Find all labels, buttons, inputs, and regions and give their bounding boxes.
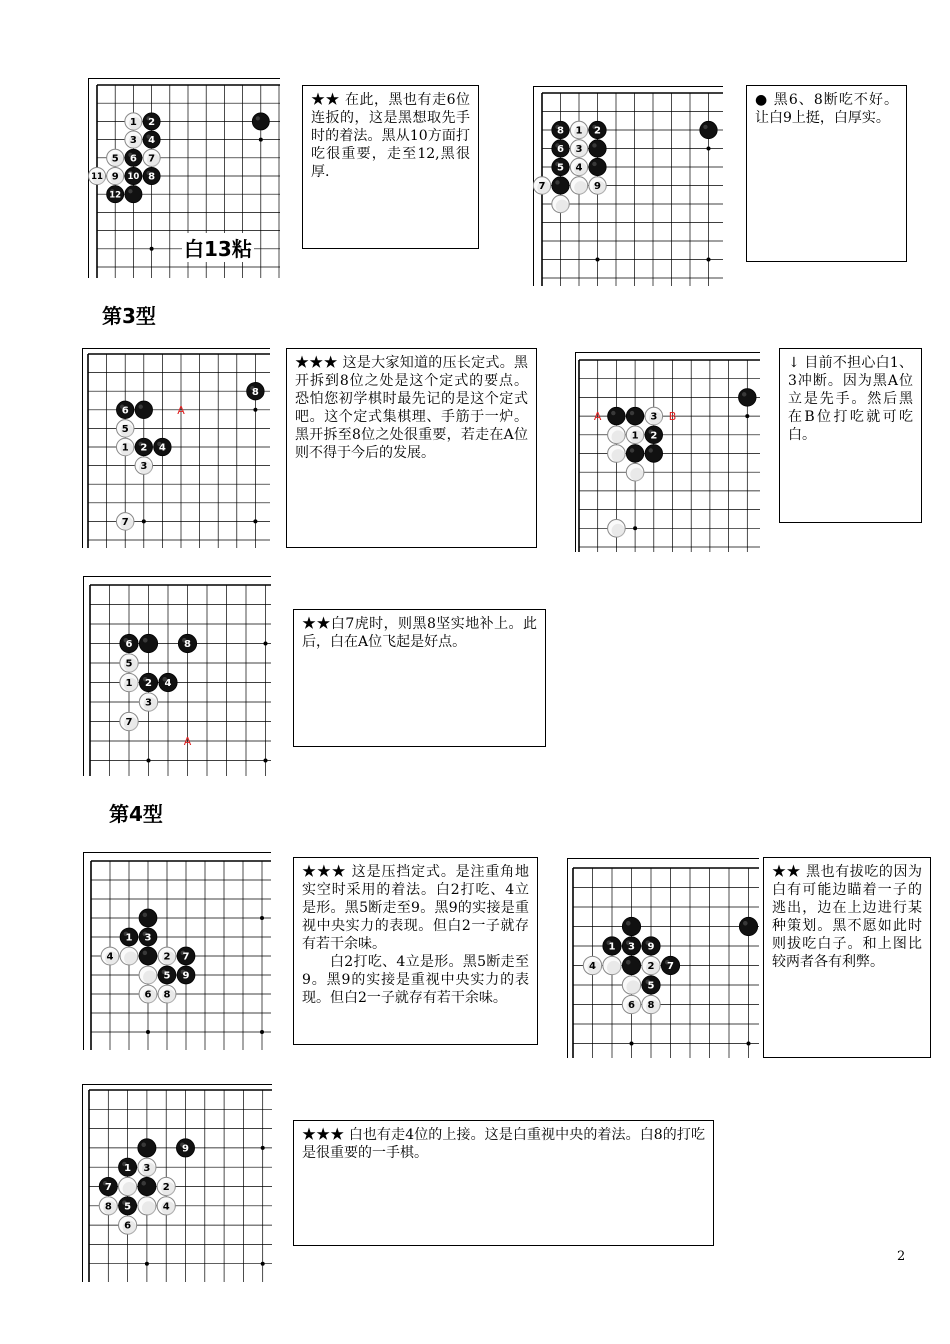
star-point	[145, 1262, 149, 1266]
white-stone	[119, 1177, 137, 1195]
svg-text:8: 8	[557, 125, 564, 137]
diagram-caption: 白13粘	[182, 233, 254, 262]
svg-text:2: 2	[162, 1182, 170, 1194]
commentary-box-2	[746, 85, 907, 262]
black-stone	[120, 634, 138, 652]
white-stone	[157, 1177, 175, 1195]
svg-text:1: 1	[631, 430, 639, 442]
white-stone	[107, 167, 124, 184]
white-stone	[88, 167, 105, 184]
svg-text:7: 7	[121, 517, 129, 528]
svg-text:3: 3	[145, 697, 152, 709]
go-diagram-4	[575, 352, 760, 552]
svg-text:9: 9	[594, 181, 601, 193]
black-stone	[177, 947, 195, 965]
star-point	[253, 408, 257, 412]
black-stone	[138, 1177, 156, 1195]
black-stone	[603, 937, 621, 955]
black-stone	[139, 673, 157, 691]
svg-text:5: 5	[163, 970, 171, 982]
svg-text:8: 8	[163, 989, 171, 1001]
black-stone	[107, 186, 124, 203]
black-stone	[622, 956, 640, 974]
white-stone	[608, 445, 626, 463]
star-point	[596, 258, 600, 262]
white-stone	[642, 995, 660, 1013]
svg-text:7: 7	[125, 717, 133, 729]
star-point	[150, 247, 154, 251]
white-stone	[116, 513, 133, 530]
svg-text:6: 6	[144, 989, 152, 1001]
white-stone	[608, 520, 626, 538]
black-stone	[589, 140, 606, 157]
svg-text:7: 7	[538, 181, 546, 193]
black-stone	[139, 947, 157, 965]
svg-text:2: 2	[145, 678, 152, 690]
star-point	[707, 258, 711, 262]
black-stone	[99, 1177, 117, 1195]
white-stone	[570, 177, 587, 194]
commentary-text: ★★★ 这是压挡定式。是注重角地实空时采用的着法。白2打吃、4立是形。黑5断走至9。黑9的实接是重视中央实力的表现。但白2一子就存有若干余味。	[302, 864, 529, 952]
white-stone	[101, 947, 119, 965]
svg-text:3: 3	[129, 135, 137, 147]
star-point	[264, 759, 268, 763]
white-stone	[570, 140, 587, 157]
svg-text:7: 7	[667, 961, 674, 973]
board-grid	[90, 585, 271, 776]
svg-text:7: 7	[104, 1182, 112, 1194]
black-stone	[116, 401, 133, 418]
black-stone	[645, 426, 663, 444]
white-stone	[570, 158, 587, 175]
black-stone	[608, 407, 626, 425]
svg-text:6: 6	[628, 1000, 635, 1012]
black-stone	[700, 121, 717, 138]
white-stone	[608, 426, 626, 444]
black-stone	[159, 673, 177, 691]
svg-text:3: 3	[140, 461, 148, 473]
star-point	[142, 519, 146, 523]
svg-text:7: 7	[182, 951, 190, 963]
white-stone	[645, 407, 663, 425]
white-stone	[642, 956, 660, 974]
commentary-box-5	[293, 609, 546, 747]
white-stone	[125, 131, 142, 148]
svg-text:4: 4	[106, 951, 114, 963]
white-stone	[622, 976, 640, 994]
point-marker: A	[593, 410, 602, 424]
commentary-box-6	[293, 857, 538, 1045]
star-point	[259, 138, 263, 142]
white-stone	[119, 1216, 137, 1234]
svg-text:2: 2	[140, 442, 148, 454]
white-stone	[138, 1158, 156, 1176]
svg-text:4: 4	[162, 1201, 170, 1213]
go-diagram-3	[82, 348, 270, 548]
white-stone	[626, 463, 644, 481]
svg-text:5: 5	[125, 658, 133, 670]
star-point	[146, 1030, 150, 1034]
go-diagram-5	[83, 576, 271, 776]
svg-text:4: 4	[158, 442, 166, 454]
board-grid	[542, 93, 723, 286]
commentary-text: ● 黑6、8断吃不好。让白9上挺，白厚实。	[755, 92, 898, 126]
white-stone	[603, 956, 621, 974]
white-stone	[552, 195, 569, 212]
svg-text:1: 1	[129, 117, 137, 128]
svg-text:9: 9	[182, 1143, 189, 1155]
svg-text:3: 3	[143, 1162, 151, 1174]
svg-text:2: 2	[163, 951, 171, 963]
white-stone	[583, 956, 601, 974]
svg-text:5: 5	[121, 424, 129, 435]
black-stone	[252, 113, 269, 130]
commentary-box-3	[286, 348, 537, 548]
black-stone	[154, 438, 171, 455]
svg-text:6: 6	[124, 1220, 132, 1232]
svg-text:4: 4	[575, 162, 583, 174]
black-stone	[143, 113, 160, 130]
black-stone	[642, 976, 660, 994]
star-point	[253, 519, 257, 523]
black-stone	[125, 167, 142, 184]
black-stone	[622, 917, 640, 935]
svg-text:10: 10	[127, 172, 140, 183]
point-marker: A	[183, 735, 192, 748]
commentary-text: ★★白7虎时，则黑8坚实地补上。此后，白在A位飞起是好点。	[302, 616, 537, 650]
svg-text:11: 11	[91, 172, 103, 183]
black-stone	[552, 140, 569, 157]
svg-text:12: 12	[109, 190, 122, 201]
black-stone	[143, 131, 160, 148]
white-stone	[120, 947, 138, 965]
white-stone	[116, 438, 133, 455]
black-stone	[177, 966, 195, 984]
star-point	[747, 1042, 751, 1046]
black-stone	[642, 937, 660, 955]
star-point	[630, 1042, 634, 1046]
white-stone	[139, 693, 157, 711]
black-stone	[176, 1139, 194, 1157]
star-point	[147, 759, 151, 763]
svg-text:2: 2	[594, 125, 601, 137]
svg-text:6: 6	[125, 639, 133, 651]
white-stone	[99, 1197, 117, 1215]
star-point	[260, 916, 264, 920]
star-point	[260, 1030, 264, 1034]
commentary-text: ★★ 在此，黑也有走6位连扳的，这是黑想取先手时的着法。黑从10方面打吃很重要，走至12,黑很厚.	[311, 92, 470, 180]
black-stone	[739, 389, 757, 407]
svg-text:8: 8	[251, 386, 259, 398]
white-stone	[107, 149, 124, 166]
white-stone	[533, 177, 550, 194]
white-stone	[135, 457, 152, 474]
go-diagram-8	[82, 1084, 272, 1282]
svg-text:1: 1	[121, 442, 129, 454]
point-marker: A	[177, 403, 185, 417]
svg-text:3: 3	[144, 932, 152, 944]
black-stone	[661, 956, 679, 974]
black-stone	[125, 149, 142, 166]
white-stone	[116, 420, 133, 437]
black-stone	[552, 121, 569, 138]
svg-text:3: 3	[650, 411, 658, 423]
svg-text:4: 4	[164, 678, 172, 690]
svg-text:2: 2	[148, 117, 156, 128]
svg-text:2: 2	[647, 961, 655, 973]
white-stone	[138, 1197, 156, 1215]
black-stone	[158, 966, 176, 984]
black-stone	[178, 634, 196, 652]
black-stone	[139, 928, 157, 946]
commentary-text: ★★★ 这是大家知道的压长定式。黑开拆到8位之处是这个定式的要点。 恐怕您初学棋时最先记的是这个定式吧。这个定式集棋理、手筋于一炉。黑开拆至8位之处很重要，若走在A位则不得于今后的发展。	[295, 355, 528, 461]
board-grid	[88, 354, 270, 548]
black-stone	[739, 917, 757, 935]
star-point	[707, 147, 711, 151]
section-heading-type4: 第4型	[109, 802, 163, 826]
svg-text:7: 7	[148, 153, 156, 165]
black-stone	[247, 382, 264, 399]
white-stone	[626, 426, 644, 444]
black-stone	[645, 445, 663, 463]
black-stone	[135, 438, 152, 455]
svg-text:4: 4	[589, 961, 596, 973]
commentary-box-8	[293, 1120, 714, 1246]
svg-text:1: 1	[125, 932, 133, 944]
svg-text:8: 8	[184, 639, 191, 651]
svg-text:4: 4	[148, 135, 156, 147]
point-marker: B	[668, 410, 677, 424]
white-stone	[120, 673, 138, 691]
black-stone	[135, 401, 152, 418]
svg-text:1: 1	[608, 941, 616, 953]
white-stone	[120, 712, 138, 730]
svg-text:3: 3	[575, 144, 583, 156]
white-stone	[143, 149, 160, 166]
white-stone	[158, 947, 176, 965]
commentary-box-7	[763, 857, 931, 1058]
black-stone	[143, 167, 160, 184]
board-grid	[579, 360, 760, 552]
svg-text:2: 2	[650, 430, 658, 442]
white-stone	[158, 985, 176, 1003]
black-stone	[120, 928, 138, 946]
svg-text:1: 1	[125, 678, 133, 690]
black-stone	[125, 186, 142, 203]
commentary-text: ↓ 目前不担心白1、3冲断。因为黑A位立是先手。然后黑在B位打吃就可吃白。	[788, 355, 913, 443]
black-stone	[552, 158, 569, 175]
svg-text:3: 3	[628, 941, 635, 953]
star-point	[264, 642, 268, 646]
svg-text:5: 5	[647, 980, 655, 992]
white-stone	[139, 985, 157, 1003]
black-stone	[552, 177, 569, 194]
star-point	[261, 1146, 265, 1150]
go-diagram-2	[533, 86, 723, 286]
star-point	[745, 414, 749, 418]
svg-text:1: 1	[575, 125, 583, 137]
black-stone	[139, 634, 157, 652]
svg-text:8: 8	[104, 1201, 112, 1213]
svg-text:6: 6	[557, 144, 564, 156]
svg-text:1: 1	[124, 1162, 132, 1174]
star-point	[261, 1262, 265, 1266]
black-stone	[622, 937, 640, 955]
svg-text:9: 9	[647, 941, 655, 953]
white-stone	[157, 1197, 175, 1215]
white-stone	[622, 995, 640, 1013]
svg-text:6: 6	[121, 405, 129, 417]
svg-text:6: 6	[129, 153, 137, 165]
white-stone	[139, 966, 157, 984]
go-diagram-7	[567, 858, 759, 1058]
star-point	[633, 526, 637, 530]
white-stone	[589, 177, 606, 194]
svg-text:5: 5	[111, 153, 119, 165]
white-stone	[125, 113, 142, 130]
section-heading-type3: 第3型	[102, 304, 156, 328]
white-stone	[570, 121, 587, 138]
black-stone	[626, 445, 644, 463]
commentary-text: ★★★ 白也有走4位的上接。这是白重视中央的着法。白8的打吃是很重要的一手棋。	[302, 1127, 705, 1161]
svg-text:9: 9	[111, 171, 119, 183]
black-stone	[139, 909, 157, 927]
white-stone	[120, 654, 138, 672]
commentary-box-4	[779, 348, 922, 523]
svg-text:5: 5	[124, 1201, 132, 1213]
black-stone	[119, 1197, 137, 1215]
black-stone	[589, 121, 606, 138]
page-number: 2	[897, 1249, 906, 1264]
commentary-text: ★★ 黑也有拔吃的因为白有可能边瞄着一子的逃出，边在上边进行某种策划。黑不愿如此时则拔吃白子。和上图比较两者各有利弊。	[772, 864, 922, 970]
black-stone	[626, 407, 644, 425]
svg-text:8: 8	[647, 1000, 655, 1012]
go-diagram-6	[83, 852, 271, 1050]
svg-text:9: 9	[182, 970, 190, 982]
black-stone	[119, 1158, 137, 1176]
svg-text:5: 5	[557, 162, 564, 174]
black-stone	[589, 158, 606, 175]
commentary-text: 白2打吃、4立是形。黑5断走至9。黑9的实接是重视中央实力的表现。但白2一子就存有若干余味。	[302, 954, 529, 1006]
svg-text:8: 8	[148, 171, 156, 183]
commentary-box-1	[302, 85, 479, 249]
black-stone	[138, 1139, 156, 1157]
